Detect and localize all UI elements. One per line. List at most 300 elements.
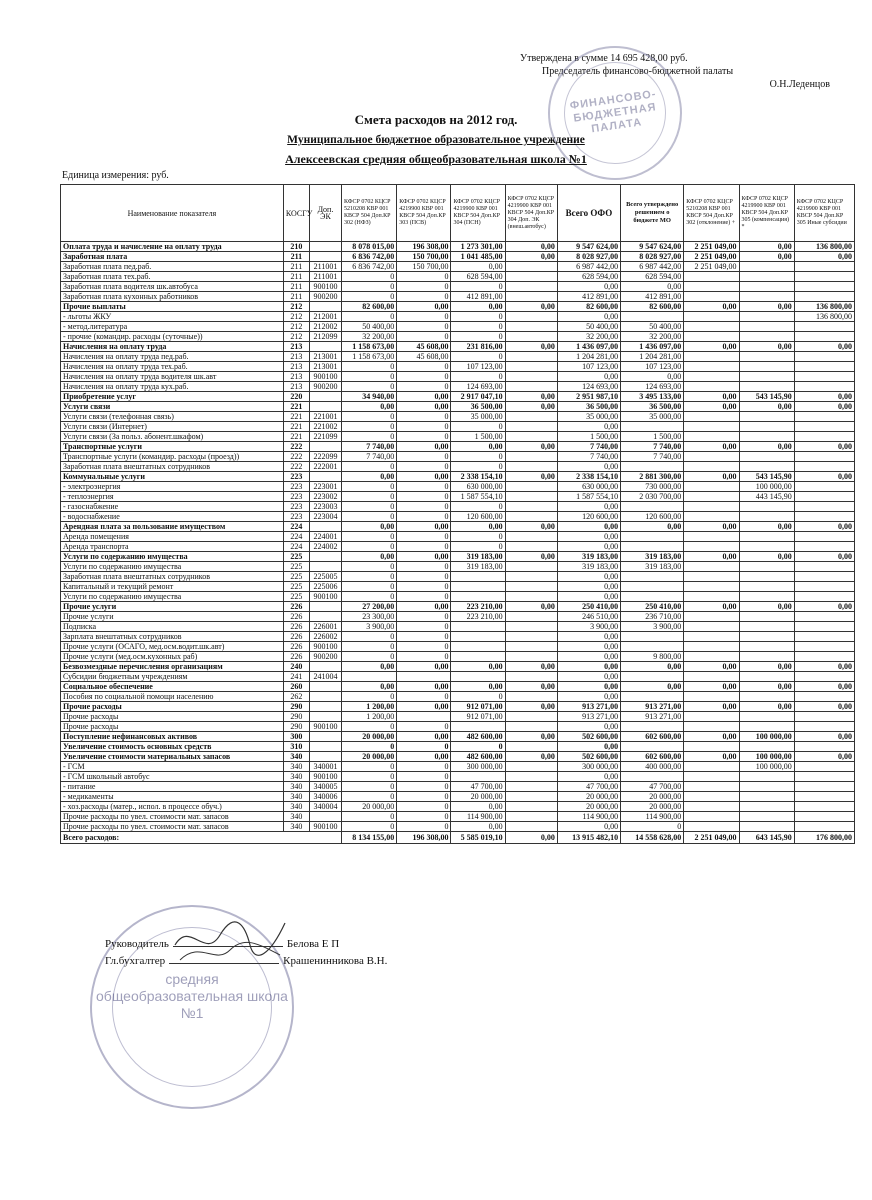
cell-name: Увеличение стоимость основных средств bbox=[61, 742, 284, 752]
cell-value bbox=[794, 412, 854, 422]
cell-value: 628 594,00 bbox=[557, 272, 620, 282]
cell-value: 1 436 097,00 bbox=[621, 342, 684, 352]
cell-value: 0 bbox=[397, 362, 451, 372]
doc-title: Смета расходов на 2012 год. bbox=[354, 112, 518, 127]
cell-value: 82 600,00 bbox=[342, 302, 397, 312]
cell-value: 0,00 bbox=[621, 522, 684, 532]
cell-value: 0,00 bbox=[684, 662, 739, 672]
approval-sum: Утверждена в сумме 14 695 428,00 руб. bbox=[520, 53, 688, 64]
cell-value bbox=[451, 722, 505, 732]
cell-value: 36 500,00 bbox=[451, 402, 505, 412]
cell-value: 0,00 bbox=[557, 742, 620, 752]
cell-name: Начисления на оплату труда пед.раб. bbox=[61, 352, 284, 362]
cell-value: 0,00 bbox=[505, 602, 557, 612]
cell-k: 212 bbox=[283, 322, 309, 332]
table-row bbox=[61, 302, 855, 312]
cell-value: 2 951 987,10 bbox=[557, 392, 620, 402]
cell-value: 6 987 442,00 bbox=[557, 262, 620, 272]
table-row bbox=[61, 742, 855, 752]
cell-value: 1 158 673,00 bbox=[342, 342, 397, 352]
cell-value: 0,00 bbox=[684, 602, 739, 612]
table-row bbox=[61, 562, 855, 572]
cell-value bbox=[684, 782, 739, 792]
cell-value bbox=[794, 632, 854, 642]
cell-value bbox=[794, 382, 854, 392]
cell-k: 220 bbox=[283, 392, 309, 402]
table-row bbox=[61, 542, 855, 552]
cell-value: 0 bbox=[397, 282, 451, 292]
cell-d bbox=[309, 562, 341, 572]
cell-value bbox=[684, 742, 739, 752]
cell-value: 236 710,00 bbox=[621, 612, 684, 622]
cell-name: Прочие выплаты bbox=[61, 302, 284, 312]
cell-value bbox=[505, 332, 557, 342]
cell-value bbox=[794, 642, 854, 652]
cell-value bbox=[505, 742, 557, 752]
cell-value: 319 183,00 bbox=[557, 552, 620, 562]
cell-value: 0,00 bbox=[794, 402, 854, 412]
cell-value bbox=[684, 812, 739, 822]
cell-value: 1 204 281,00 bbox=[621, 352, 684, 362]
cell-value: 0,00 bbox=[451, 682, 505, 692]
cell-value: 1 500,00 bbox=[451, 432, 505, 442]
approval-stamp-text: ФИНАНСОВО-БЮДЖЕТНАЯ ПАЛАТА bbox=[569, 88, 658, 136]
cell-value: 0,00 bbox=[505, 732, 557, 742]
cell-value: 0 bbox=[397, 632, 451, 642]
table-row bbox=[61, 472, 855, 482]
cell-value bbox=[621, 742, 684, 752]
cell-value bbox=[684, 692, 739, 702]
cell-value bbox=[794, 462, 854, 472]
cell-d: 900200 bbox=[309, 382, 341, 392]
head-name: Белова Е П bbox=[286, 938, 340, 950]
cell-value: 0,00 bbox=[397, 702, 451, 712]
table-row bbox=[61, 362, 855, 372]
cell-value: 300 000,00 bbox=[557, 762, 620, 772]
cell-value: 0 bbox=[342, 782, 397, 792]
cell-value: 34 940,00 bbox=[342, 392, 397, 402]
cell-value: 0 bbox=[397, 722, 451, 732]
cell-name: Зарплата внештатных сотрудников bbox=[61, 632, 284, 642]
cell-value: 0 bbox=[451, 692, 505, 702]
cell-value bbox=[739, 312, 794, 322]
cell-value: 443 145,90 bbox=[739, 492, 794, 502]
cell-value: 1 200,00 bbox=[342, 702, 397, 712]
cell-value: 0,00 bbox=[505, 392, 557, 402]
cell-value: 8 028 927,00 bbox=[621, 252, 684, 262]
cell-value: 0 bbox=[342, 772, 397, 782]
cell-k: 212 bbox=[283, 312, 309, 322]
cell-value: 20 000,00 bbox=[342, 752, 397, 762]
cell-value: 0,00 bbox=[557, 502, 620, 512]
cell-k: 223 bbox=[283, 472, 309, 482]
cell-value bbox=[505, 642, 557, 652]
cell-d bbox=[309, 812, 341, 822]
cell-value: 136 800,00 bbox=[794, 242, 854, 252]
cell-value: 20 000,00 bbox=[621, 792, 684, 802]
cell-d: 221099 bbox=[309, 432, 341, 442]
cell-k: 211 bbox=[283, 292, 309, 302]
cell-d: 221002 bbox=[309, 422, 341, 432]
cell-value bbox=[684, 642, 739, 652]
seal-text: средняя общеобразовательная школа №1 bbox=[96, 971, 288, 1021]
cell-value bbox=[505, 782, 557, 792]
cell-value bbox=[505, 292, 557, 302]
cell-value bbox=[794, 692, 854, 702]
cell-d: 900100 bbox=[309, 282, 341, 292]
cell-value bbox=[505, 462, 557, 472]
cell-value bbox=[739, 632, 794, 642]
cell-d: 212099 bbox=[309, 332, 341, 342]
cell-value: 0,00 bbox=[505, 702, 557, 712]
cell-name: Транспортные услуги bbox=[61, 442, 284, 452]
cell-value bbox=[684, 622, 739, 632]
cell-name: Услуги связи bbox=[61, 402, 284, 412]
cell-value: 0,00 bbox=[451, 262, 505, 272]
total-value: 176 800,00 bbox=[794, 832, 854, 844]
cell-name: Начисления на оплату труда кух.раб. bbox=[61, 382, 284, 392]
cell-value: 482 600,00 bbox=[451, 732, 505, 742]
cell-value bbox=[794, 322, 854, 332]
cell-value bbox=[505, 422, 557, 432]
cell-value bbox=[739, 322, 794, 332]
cell-name: Арендная плата за пользование имуществом bbox=[61, 522, 284, 532]
cell-value: 0,00 bbox=[557, 582, 620, 592]
cell-value: 2 251 049,00 bbox=[684, 242, 739, 252]
cell-value: 0,00 bbox=[739, 702, 794, 712]
cell-value: 0 bbox=[397, 312, 451, 322]
cell-value bbox=[794, 762, 854, 772]
cell-name: Услуги связи (Интернет) bbox=[61, 422, 284, 432]
cell-value bbox=[794, 372, 854, 382]
table-row bbox=[61, 412, 855, 422]
cell-value bbox=[684, 362, 739, 372]
cell-k: 213 bbox=[283, 352, 309, 362]
cell-value: 0,00 bbox=[739, 662, 794, 672]
cell-value bbox=[684, 412, 739, 422]
cell-k: 340 bbox=[283, 822, 309, 832]
table-row bbox=[61, 812, 855, 822]
cell-value bbox=[739, 352, 794, 362]
cell-k: 211 bbox=[283, 262, 309, 272]
cell-value: 300 000,00 bbox=[451, 762, 505, 772]
header-c1: КФСР 0702 КЦСР 5210208 КВР 001 КВСР 504 Доп.КР 302 (НФЗ) bbox=[342, 185, 397, 242]
cell-value: 8 078 015,00 bbox=[342, 242, 397, 252]
cell-value: 0,00 bbox=[684, 302, 739, 312]
cell-value: 0 bbox=[342, 512, 397, 522]
cell-k: 262 bbox=[283, 692, 309, 702]
cell-d bbox=[309, 692, 341, 702]
cell-value: 0 bbox=[342, 462, 397, 472]
signature-accountant bbox=[105, 953, 387, 967]
cell-value: 0,00 bbox=[397, 732, 451, 742]
cell-value: 120 600,00 bbox=[557, 512, 620, 522]
cell-value bbox=[684, 492, 739, 502]
cell-value: 100 000,00 bbox=[739, 762, 794, 772]
cell-d: 226002 bbox=[309, 632, 341, 642]
cell-value: 223 210,00 bbox=[451, 612, 505, 622]
cell-d: 900200 bbox=[309, 652, 341, 662]
cell-value bbox=[505, 722, 557, 732]
cell-value bbox=[794, 512, 854, 522]
cell-value bbox=[684, 632, 739, 642]
cell-value bbox=[621, 722, 684, 732]
cell-value bbox=[739, 292, 794, 302]
cell-value bbox=[451, 572, 505, 582]
cell-value bbox=[739, 422, 794, 432]
table-row bbox=[61, 822, 855, 832]
cell-value: 0,00 bbox=[621, 682, 684, 692]
cell-d bbox=[309, 442, 341, 452]
total-value: 2 251 049,00 bbox=[684, 832, 739, 844]
cell-value bbox=[621, 572, 684, 582]
cell-value: 0 bbox=[342, 592, 397, 602]
cell-value: 0 bbox=[397, 382, 451, 392]
cell-value bbox=[621, 772, 684, 782]
cell-d bbox=[309, 702, 341, 712]
cell-value bbox=[794, 272, 854, 282]
cell-value: 0,00 bbox=[739, 252, 794, 262]
cell-value: 0,00 bbox=[621, 282, 684, 292]
cell-value: 0 bbox=[342, 482, 397, 492]
cell-value bbox=[794, 792, 854, 802]
cell-value: 2 917 047,10 bbox=[451, 392, 505, 402]
cell-value bbox=[505, 322, 557, 332]
cell-name: Подписка bbox=[61, 622, 284, 632]
cell-value: 0,00 bbox=[621, 372, 684, 382]
cell-value bbox=[451, 652, 505, 662]
cell-value: 0 bbox=[342, 742, 397, 752]
cell-value bbox=[684, 582, 739, 592]
cell-value: 0 bbox=[342, 372, 397, 382]
cell-value: 0 bbox=[451, 332, 505, 342]
cell-value: 0 bbox=[397, 412, 451, 422]
cell-value: 2 030 700,00 bbox=[621, 492, 684, 502]
cell-value bbox=[505, 452, 557, 462]
cell-value: 7 740,00 bbox=[342, 452, 397, 462]
cell-d: 221001 bbox=[309, 412, 341, 422]
cell-name: Прочие услуги bbox=[61, 612, 284, 622]
org-name: Алексеевская средняя общеобразовательная школа №1 bbox=[285, 152, 587, 166]
cell-value: 0 bbox=[397, 452, 451, 462]
cell-value: 0,00 bbox=[739, 242, 794, 252]
cell-d: 900200 bbox=[309, 292, 341, 302]
cell-value: 0 bbox=[342, 572, 397, 582]
cell-value bbox=[621, 632, 684, 642]
cell-d bbox=[309, 602, 341, 612]
cell-k: 340 bbox=[283, 762, 309, 772]
cell-value: 502 600,00 bbox=[557, 732, 620, 742]
cell-value bbox=[739, 622, 794, 632]
cell-value: 0 bbox=[342, 792, 397, 802]
cell-value: 0,00 bbox=[557, 542, 620, 552]
cell-value: 0 bbox=[342, 312, 397, 322]
cell-d: 222001 bbox=[309, 462, 341, 472]
cell-value bbox=[684, 712, 739, 722]
cell-value bbox=[684, 382, 739, 392]
cell-value: 0,00 bbox=[397, 602, 451, 612]
cell-name: Начисления на оплату труда тех.раб. bbox=[61, 362, 284, 372]
cell-value bbox=[794, 432, 854, 442]
cell-value: 0,00 bbox=[684, 402, 739, 412]
cell-value: 0 bbox=[397, 432, 451, 442]
cell-value: 8 028 927,00 bbox=[557, 252, 620, 262]
cell-value: 0 bbox=[397, 292, 451, 302]
cell-value bbox=[739, 652, 794, 662]
cell-value: 0 bbox=[342, 362, 397, 372]
cell-value: 0 bbox=[397, 742, 451, 752]
cell-value: 0,00 bbox=[397, 302, 451, 312]
cell-value: 0 bbox=[397, 592, 451, 602]
cell-value: 35 000,00 bbox=[451, 412, 505, 422]
cell-k: 260 bbox=[283, 682, 309, 692]
cell-value: 100 000,00 bbox=[739, 482, 794, 492]
cell-value bbox=[739, 372, 794, 382]
cell-value bbox=[739, 462, 794, 472]
cell-value: 0 bbox=[342, 812, 397, 822]
cell-value bbox=[739, 612, 794, 622]
cell-value bbox=[684, 272, 739, 282]
cell-value bbox=[794, 452, 854, 462]
cell-value bbox=[739, 362, 794, 372]
cell-value: 0,00 bbox=[684, 702, 739, 712]
cell-value bbox=[342, 672, 397, 682]
table-row bbox=[61, 322, 855, 332]
cell-k: 340 bbox=[283, 802, 309, 812]
cell-value: 0,00 bbox=[794, 662, 854, 672]
cell-name: - ГСМ bbox=[61, 762, 284, 772]
cell-value bbox=[739, 412, 794, 422]
cell-value: 0,00 bbox=[684, 392, 739, 402]
cell-value: 0,00 bbox=[684, 752, 739, 762]
cell-name: Аренда помещения bbox=[61, 532, 284, 542]
cell-value: 1 200,00 bbox=[342, 712, 397, 722]
cell-value bbox=[794, 492, 854, 502]
cell-value: 412 891,00 bbox=[557, 292, 620, 302]
cell-value bbox=[684, 432, 739, 442]
cell-value: 630 000,00 bbox=[557, 482, 620, 492]
cell-value bbox=[684, 312, 739, 322]
cell-k: 222 bbox=[283, 442, 309, 452]
cell-value: 0,00 bbox=[557, 722, 620, 732]
cell-d: 224001 bbox=[309, 532, 341, 542]
cell-d bbox=[309, 712, 341, 722]
cell-value: 0 bbox=[342, 632, 397, 642]
cell-value: 602 600,00 bbox=[621, 752, 684, 762]
cell-value: 0 bbox=[397, 482, 451, 492]
cell-value: 482 600,00 bbox=[451, 752, 505, 762]
cell-value: 1 587 554,10 bbox=[557, 492, 620, 502]
cell-value: 0 bbox=[397, 642, 451, 652]
cell-d bbox=[309, 552, 341, 562]
cell-value bbox=[739, 332, 794, 342]
cell-value: 0,00 bbox=[557, 662, 620, 672]
cell-value: 82 600,00 bbox=[557, 302, 620, 312]
cell-value: 0,00 bbox=[451, 662, 505, 672]
cell-value bbox=[505, 282, 557, 292]
cell-k: 223 bbox=[283, 482, 309, 492]
cell-value: 0 bbox=[397, 572, 451, 582]
cell-value: 7 740,00 bbox=[557, 452, 620, 462]
cell-name: - питание bbox=[61, 782, 284, 792]
cell-value: 196 308,00 bbox=[397, 242, 451, 252]
cell-value bbox=[451, 632, 505, 642]
cell-d bbox=[309, 732, 341, 742]
cell-value: 0 bbox=[342, 532, 397, 542]
cell-value bbox=[684, 572, 739, 582]
cell-value bbox=[739, 502, 794, 512]
cell-value: 0 bbox=[451, 742, 505, 752]
cell-d bbox=[309, 342, 341, 352]
cell-value: 20 000,00 bbox=[451, 792, 505, 802]
cell-value: 0,00 bbox=[342, 552, 397, 562]
header-approved: Всего утверждено решением о бюджете МО bbox=[621, 185, 684, 242]
cell-value: 20 000,00 bbox=[342, 732, 397, 742]
cell-value: 0,00 bbox=[505, 402, 557, 412]
table-row bbox=[61, 732, 855, 742]
cell-value: 0,00 bbox=[505, 342, 557, 352]
cell-d: 212001 bbox=[309, 312, 341, 322]
cell-value bbox=[505, 652, 557, 662]
cell-d: 900100 bbox=[309, 772, 341, 782]
cell-value: 0,00 bbox=[397, 662, 451, 672]
table-row bbox=[61, 682, 855, 692]
cell-value bbox=[505, 632, 557, 642]
table-row bbox=[61, 582, 855, 592]
signature-head bbox=[105, 936, 339, 950]
cell-value bbox=[684, 592, 739, 602]
header-c2: КФСР 0702 КЦСР 4219900 КВР 001 КВСР 504 Доп.КР 303 (ПСВ) bbox=[397, 185, 451, 242]
cell-value: 0,00 bbox=[451, 522, 505, 532]
total-value: 643 145,90 bbox=[739, 832, 794, 844]
cell-k: 225 bbox=[283, 572, 309, 582]
cell-value bbox=[505, 802, 557, 812]
cell-value bbox=[684, 372, 739, 382]
total-label: Всего расходов: bbox=[61, 832, 342, 844]
cell-value: 0 bbox=[397, 502, 451, 512]
table-row bbox=[61, 342, 855, 352]
cell-d bbox=[309, 402, 341, 412]
cell-value: 0,00 bbox=[557, 372, 620, 382]
cell-value: 0 bbox=[397, 762, 451, 772]
cell-value: 124 693,00 bbox=[557, 382, 620, 392]
cell-d bbox=[309, 252, 341, 262]
table-row bbox=[61, 722, 855, 732]
cell-k: 224 bbox=[283, 542, 309, 552]
cell-k: 290 bbox=[283, 712, 309, 722]
cell-value: 0 bbox=[397, 372, 451, 382]
cell-name: - ГСМ школьный автобус bbox=[61, 772, 284, 782]
table-row bbox=[61, 792, 855, 802]
cell-value: 47 700,00 bbox=[557, 782, 620, 792]
cell-value bbox=[684, 482, 739, 492]
cell-value bbox=[684, 612, 739, 622]
cell-value bbox=[684, 322, 739, 332]
cell-value: 2 881 300,00 bbox=[621, 472, 684, 482]
cell-k: 226 bbox=[283, 622, 309, 632]
cell-value: 0,00 bbox=[684, 472, 739, 482]
cell-k: 226 bbox=[283, 632, 309, 642]
cell-value: 0,00 bbox=[557, 672, 620, 682]
table-row bbox=[61, 252, 855, 262]
cell-value bbox=[505, 482, 557, 492]
cell-value: 913 271,00 bbox=[621, 712, 684, 722]
cell-value: 6 836 742,00 bbox=[342, 252, 397, 262]
cell-value bbox=[684, 652, 739, 662]
cell-value: 223 210,00 bbox=[451, 602, 505, 612]
cell-value: 107 123,00 bbox=[557, 362, 620, 372]
cell-name: Начисления на оплату труда bbox=[61, 342, 284, 352]
